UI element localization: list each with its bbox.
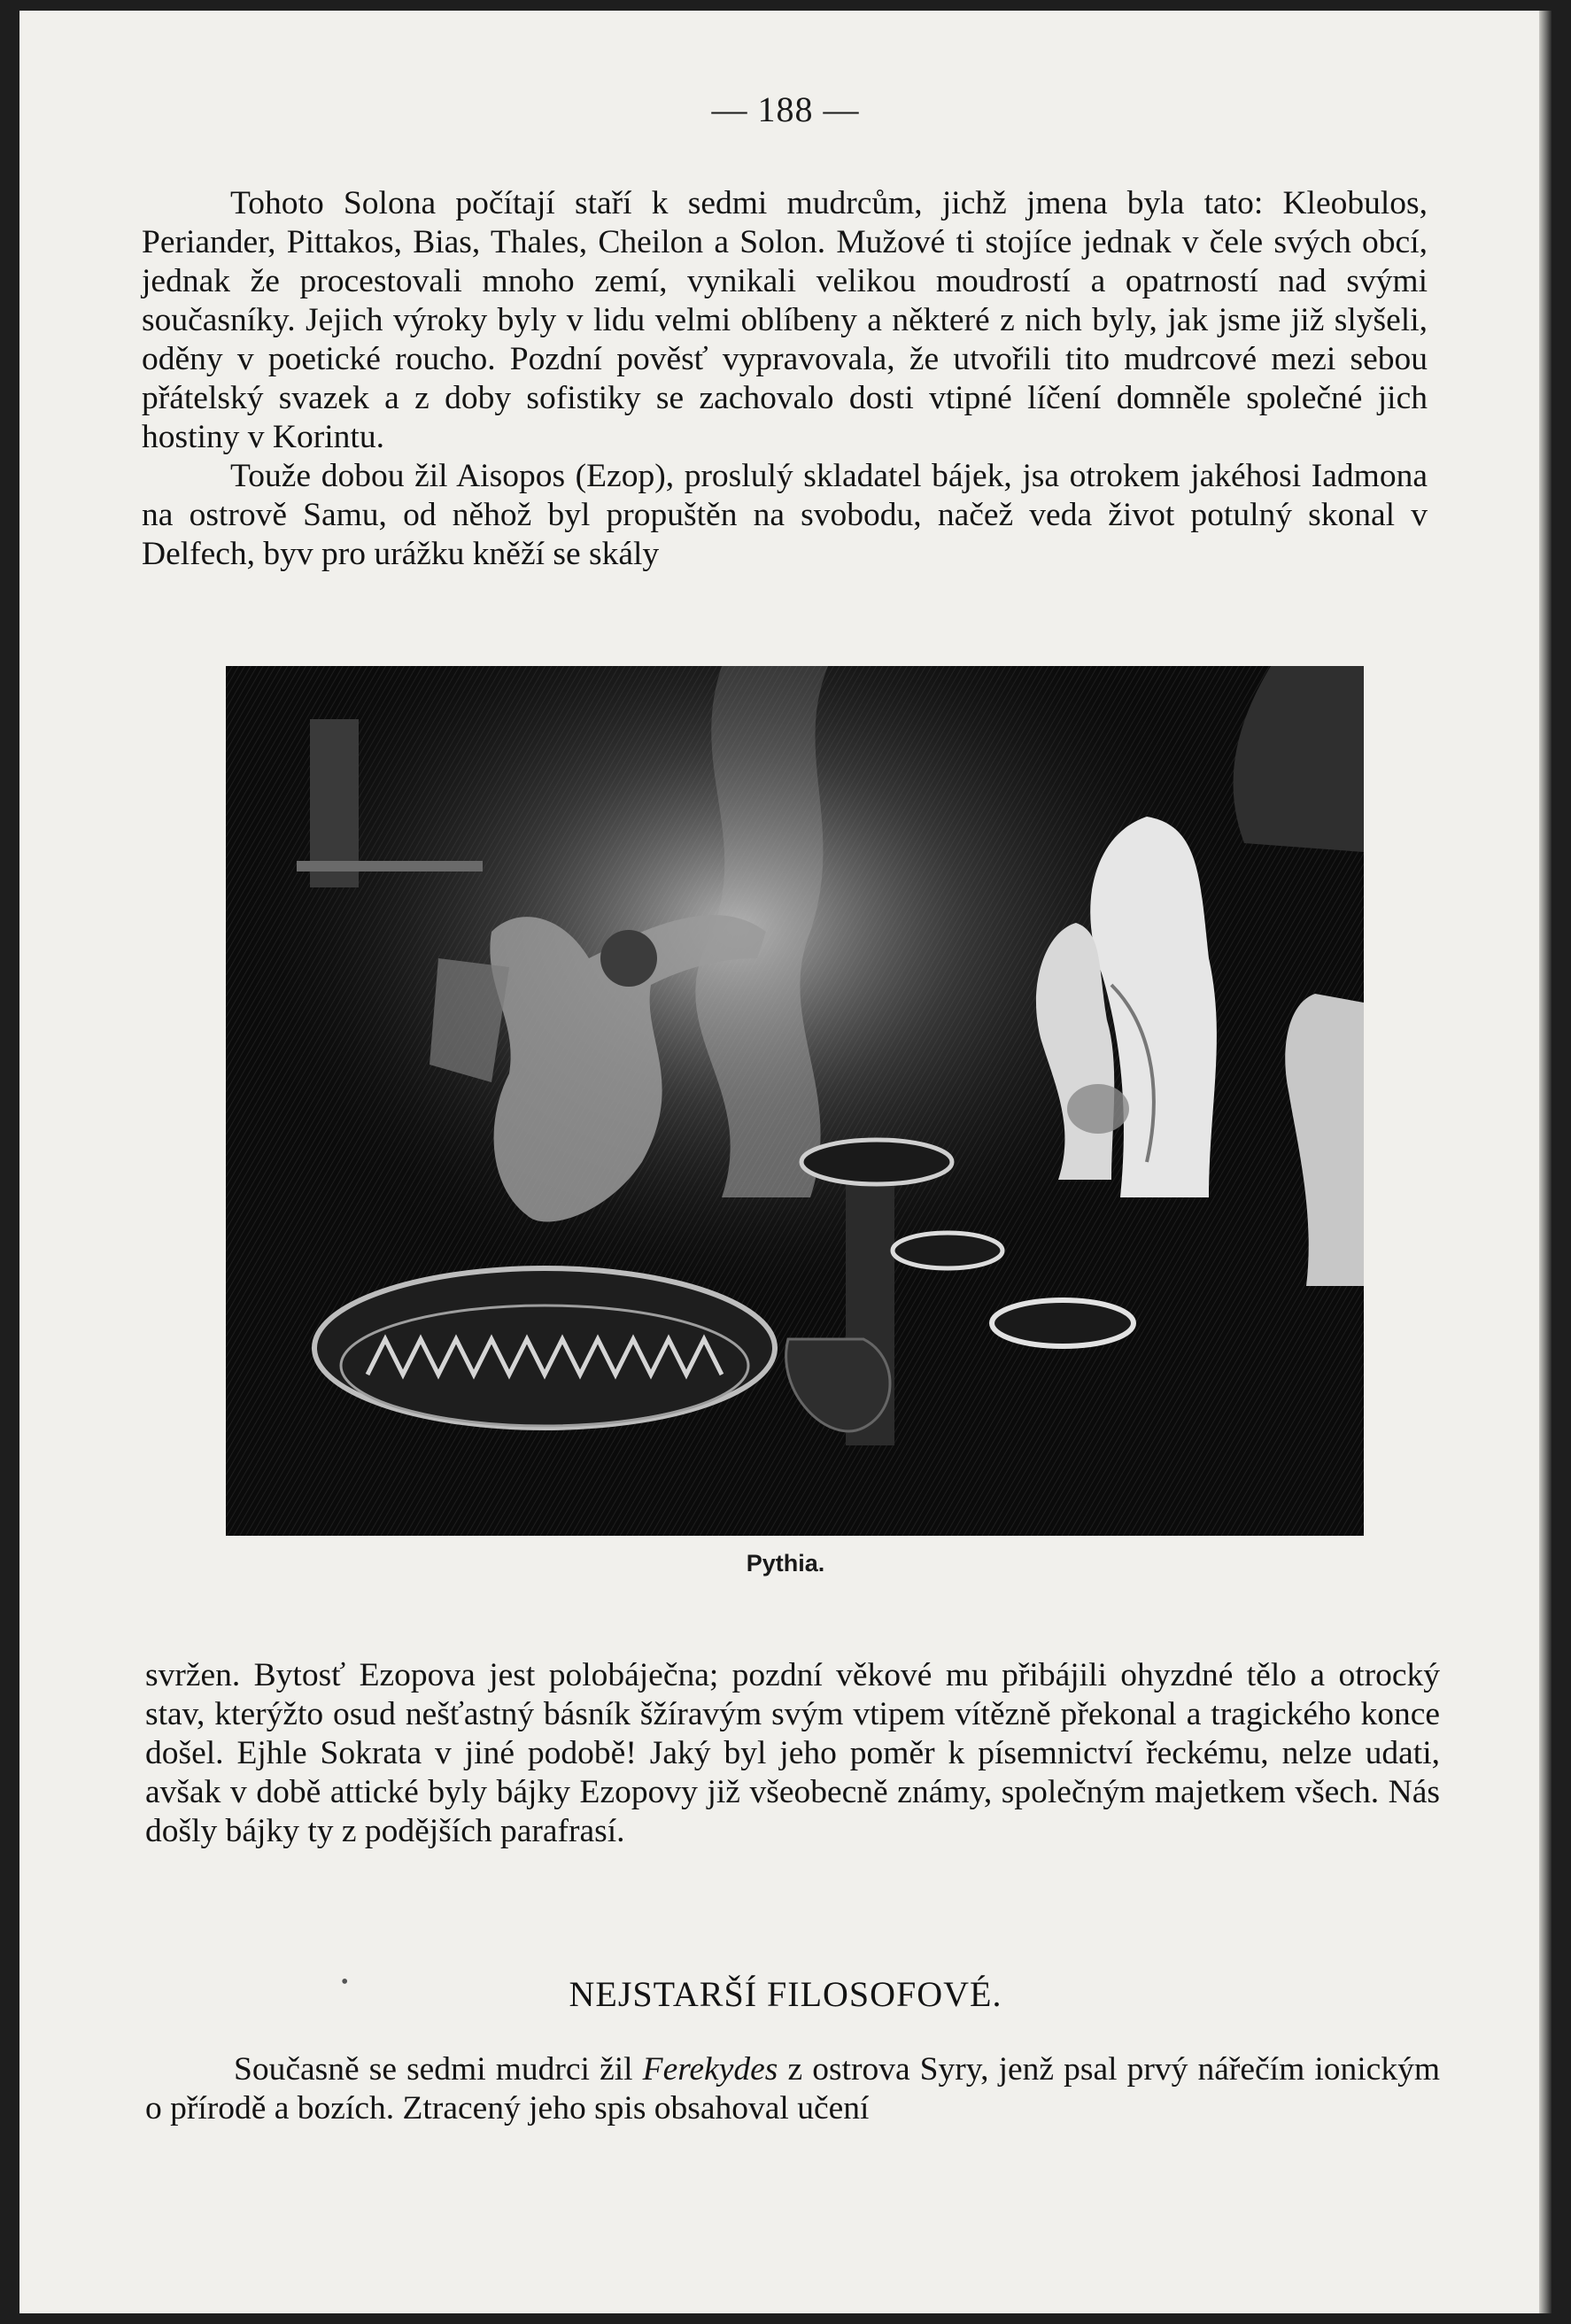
ferekydes-text-before: Současně se sedmi mudrci žil <box>234 2051 643 2088</box>
paragraph-aisopos-continued: svržen. Bytosť Ezopova jest polobáječna; pozdní věkové mu přibájili ohyzdné tělo a otrocký stav, kterýžto osud nešťastný básník šžíravým svým vtipem vítězně překonal a tragického konce došel. Ejhle Sokrata v jiné podobě! Jaký byl jeho poměr k písemnictví řeckému, nelze udati, avšak v době attické byly bájky Ezopovy již všeobecně známy, společným majetkem všech. Nás došly bájky ty z podějších parafrasí. <box>145 1657 1440 1849</box>
stray-dot-mark: • <box>341 1971 349 1994</box>
pythia-illustration <box>226 666 1364 1536</box>
ferekydes-text-after: z ostrova Syry, jenž psal prvý nářečím ionickým o přírodě a bozích. Ztracený jeho spis obsahoval učení <box>145 2051 1440 2126</box>
figure-caption: Pythia. <box>746 1550 825 1576</box>
page-edge-shadow <box>1539 11 1552 2313</box>
ferekydes-name: Ferekydes <box>642 2051 778 2088</box>
continued-text-block <box>145 1656 1440 1851</box>
paragraph-ferekydes <box>145 2050 1440 2128</box>
top-text-block <box>142 184 1428 574</box>
paragraph-seven-sages: Tohoto Solona počítají staří k sedmi mudrcům, jichž jmena byla tato: Kleobulos, Periander, Pittakos, Bias, Thales, Cheilon a Solon. Mužové ti stojíce jednak v čele svých obcí, jednak že procestovali mnoho zemí, vynikali velikou moudrostí a opatrností nad svými současníky. Jejich výroky byly v lidu velmi oblíbeny a některé z nich byly, jak jsme již slyšeli, oděny v poetické roucho. Pozdní pověsť vypravovala, že utvořili tito mudrcové mezi sebou přátelský svazek a z doby sofistiky se zachovalo dosti vtipné líčení domněle společné jich hostiny v Korintu. <box>142 185 1428 455</box>
page-number: — 188 — <box>711 89 860 129</box>
paragraph-aisopos: Touže dobou žil Aisopos (Ezop), proslulý skladatel bájek, jsa otrokem jakéhosi Iadmona na ostrově Samu, od něhož byl propuštěn na svobodu, načež veda život potulný skonal v Delfech, byv pro urážku kněží se skály <box>142 458 1428 572</box>
section-text-block <box>145 2050 1440 2128</box>
section-heading: NEJSTARŠÍ FILOSOFOVÉ. <box>569 1974 1002 2014</box>
